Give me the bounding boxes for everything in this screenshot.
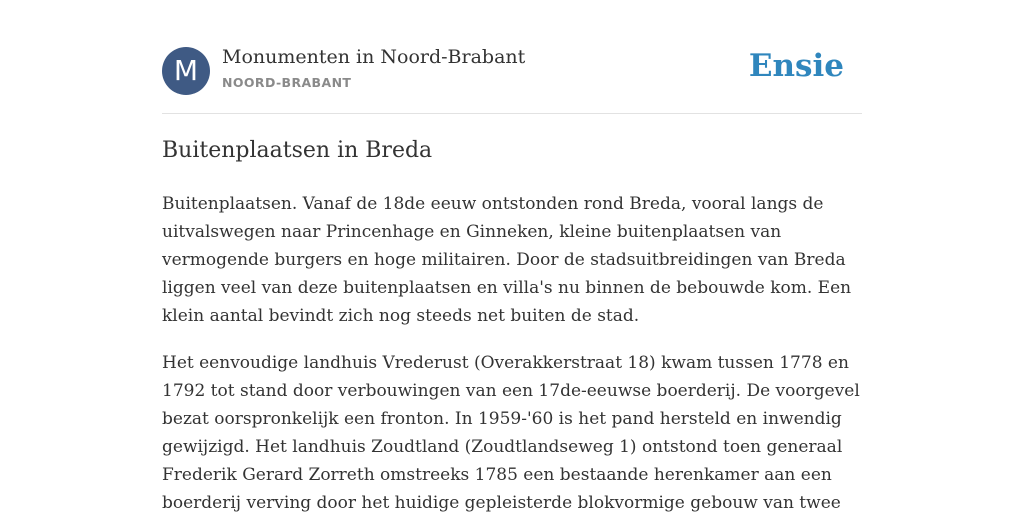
article-body xyxy=(162,190,862,512)
article-paragraph: Het eenvoudige landhuis Vrederust (Overakkerstraat 18) kwam tussen 1778 en 1792 tot stand door verbouwingen van een 17de-eeuwse boerderij. De voorgevel bezat oorspronkelijk een fronton. In 1959-'60 is het pand hersteld en inwendig gewijzigd. Het landhuis Zoudtland (Zoudtlandseweg 1) ontstond toen generaal Frederik Gerard Zorreth omstreeks 1785 een bestaande herenkamer aan een boerderij verving door het huidige gepleisterde blokvormige gebouw van twee xyxy=(162,353,860,512)
avatar[interactable]: M xyxy=(162,47,210,95)
site-title[interactable]: Monumenten in Noord-Brabant xyxy=(222,46,526,68)
header-divider xyxy=(162,113,862,114)
ensie-logo[interactable]: Ensie xyxy=(748,48,844,84)
article-title: Buitenplaatsen in Breda xyxy=(162,138,433,163)
site-subtitle: NOORD-BRABANT xyxy=(222,75,352,90)
article-paragraph: Buitenplaatsen. Vanaf de 18de eeuw ontstonden rond Breda, vooral langs de uitvalswegen naar Princenhage en Ginneken, kleine buitenplaatsen van vermogende burgers en hoge militairen. Door de stadsuitbreidingen van Breda liggen veel van deze buitenplaatsen en villa's nu binnen de bebouwde kom. Een klein aantal bevindt zich nog steeds net buiten de stad. xyxy=(162,194,852,326)
header xyxy=(162,46,862,96)
